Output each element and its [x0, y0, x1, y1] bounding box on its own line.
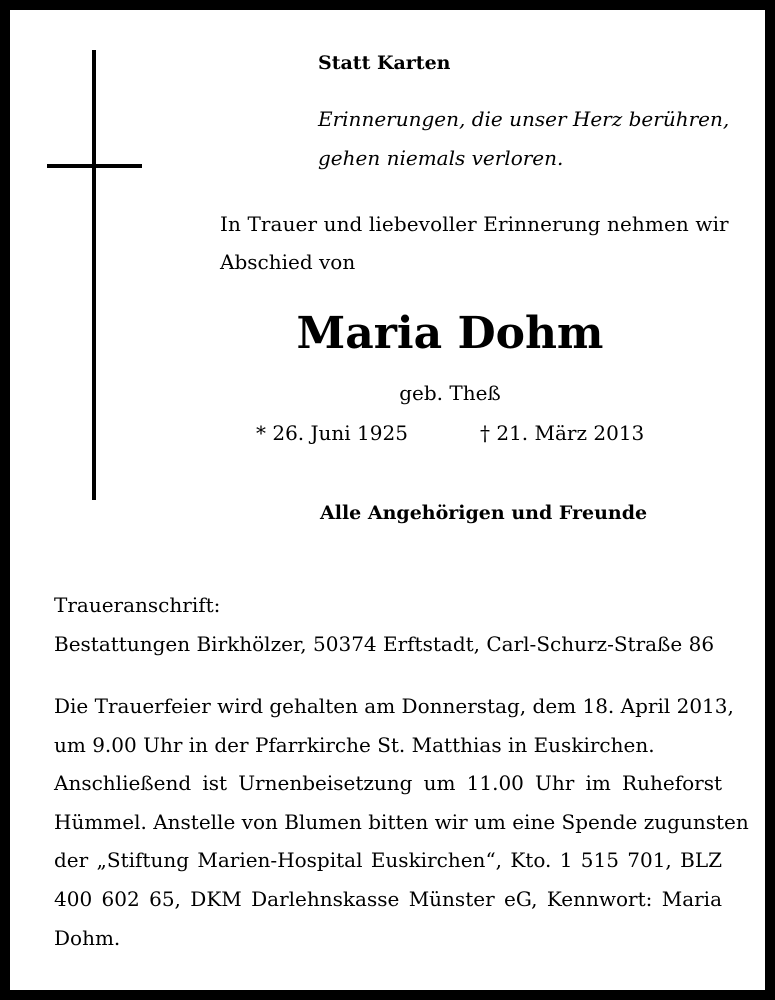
maiden-name: geb. Theß: [399, 381, 501, 405]
service-line-2: um 9.00 Uhr in der Pfarrkirche St. Matthias in Euskirchen.: [54, 732, 655, 757]
intro-line-2: Abschied von: [220, 250, 356, 274]
address-label: Traueranschrift:: [54, 593, 221, 617]
intro-line-1: In Trauer und liebevoller Erinnerung nehmen wir: [220, 212, 729, 236]
service-line-3: Anschließend ist Urnenbeisetzung um 11.00 Uhr im Ruheforst: [54, 771, 722, 796]
service-details: [54, 693, 749, 963]
quote-line-1: Erinnerungen, die unser Herz berühren,: [318, 107, 730, 131]
address-text: Bestattungen Birkhölzer, 50374 Erftstadt, Carl-Schurz-Straße 86: [54, 632, 715, 656]
mourners-line: Alle Angehörigen und Freunde: [320, 502, 648, 524]
death-date: † 21. März 2013: [480, 421, 645, 445]
service-line-5: der „Stiftung Marien-Hospital Euskirchen“, Kto. 1 515 701, BLZ: [54, 848, 722, 873]
birth-date: * 26. Juni 1925: [256, 421, 408, 445]
deceased-name: Maria Dohm: [296, 308, 604, 359]
cross-horizontal-bar: [47, 164, 142, 168]
header-text: Statt Karten: [318, 52, 451, 74]
cross-vertical-bar: [92, 50, 96, 500]
service-line-4: Hümmel. Anstelle von Blumen bitten wir um eine Spende zugunsten: [54, 809, 749, 834]
service-line-7: Dohm.: [54, 925, 121, 950]
service-line-1: Die Trauerfeier wird gehalten am Donnerstag, dem 18. April 2013,: [54, 694, 734, 718]
quote-line-2: gehen niemals verloren.: [318, 146, 564, 170]
service-line-6: 400 602 65, DKM Darlehnskasse Münster eG, Kennwort: Maria: [54, 886, 722, 911]
